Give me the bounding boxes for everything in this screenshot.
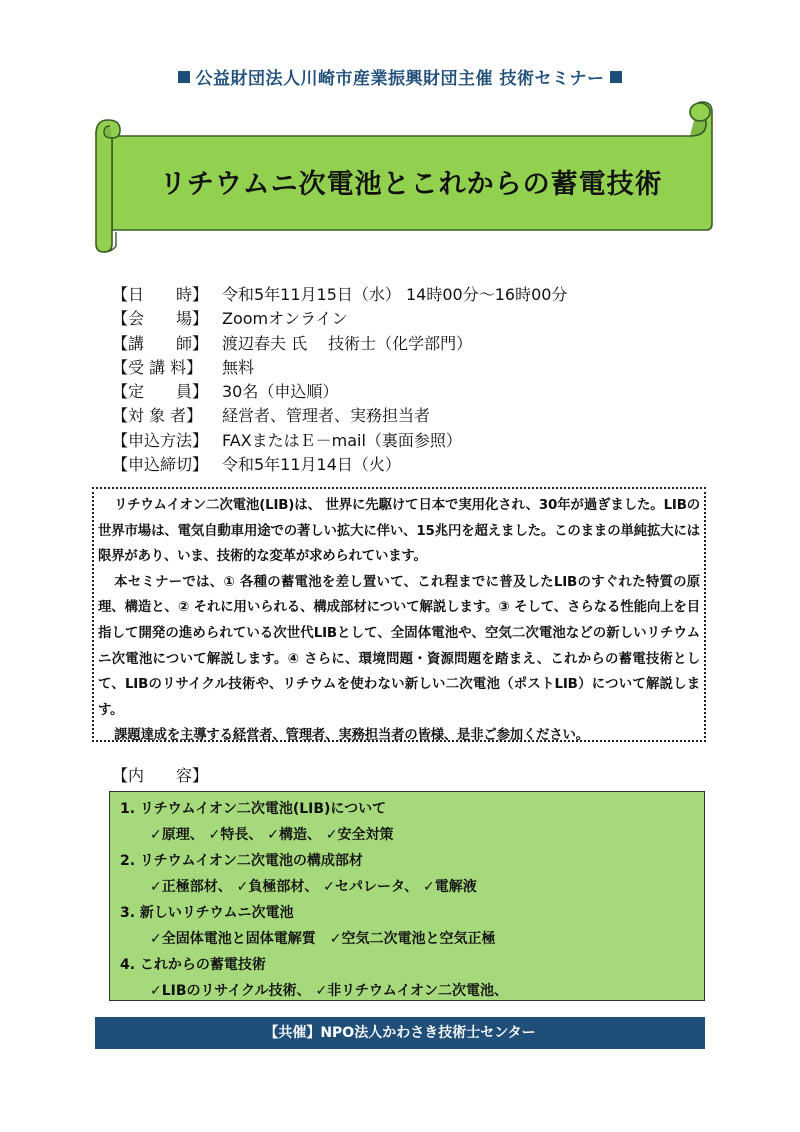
contents-item-topics: ✓原理、 ✓特長、 ✓構造、 ✓安全対策 [150,827,394,843]
contents-box [109,791,705,1001]
description-paragraph: リチウムイオン二次電池(LIB)は、 世界に先駆けて日本で実用化され、30年が過ぎました。LIBの世界市場は、電気自動車用途での著しい拡大に伴い、15兆円を超えました。このままの単純拡大には限界があり、いま、技術的な変革が求められています。 [98,498,700,565]
contents-item-topics: ✓正極部材、 ✓負極部材、 ✓セパレータ、 ✓電解液 [150,879,477,895]
description-paragraph: 本セミナーでは、① 各種の蓄電池を差し置いて、これ程までに普及したLIBのすぐれた特質の原理、構造と、② それに用いられる、構成部材について解説します。③ そして、さらなる性能向上を目指して開発の進められている次世代LIBとして、全固体電池や、空気二次電池などの新しいリチウムニ次電池について解説します。④ さらに、環境問題・資源問題を踏まえ、これからの蓄電技術として、LIBのリサイクル技術や、リチウムを使わない新しい二次電池（ポストLIB）について解説します。 [98,574,700,718]
contents-item-title: 1. リチウムイオン二次電池(LIB)について [120,801,387,817]
detail-row-date [112,283,567,307]
detail-row-audience [112,404,567,428]
contents-item-topics: ✓LIBのリサイクル技術、 ✓非リチウムイオン二次電池、 [150,983,509,999]
detail-value: 令和5年11月15日（水） 14時00分～16時00分 [222,285,568,304]
detail-label: 【講 師】 [112,333,209,353]
detail-value: Zoomオンライン [222,309,348,329]
seminar-description [92,487,706,742]
detail-label: 【受 講 料】 [112,357,203,377]
detail-value: 30名（申込順） [222,382,339,402]
detail-label: 【会 場】 [112,309,209,329]
detail-label: 【日 時】 [112,285,209,304]
event-details [112,283,567,477]
cosponsor-footer: 【共催】NPO法人かわさき技術士センター [95,1017,705,1049]
detail-value: FAXまたはＥ－mail（裏面参照） [222,430,462,450]
detail-row-capacity [112,380,567,404]
contents-item-topics: ✓全固体電池と固体電解質 ✓空気二次電池と空気正極 [150,931,496,947]
organizer-text: 公益財団法人川崎市産業振興財団主催 技術セミナー [195,69,605,89]
contents-item-title: 4. これからの蓄電技術 [120,957,266,973]
seminar-title: リチウムニ次電池とこれからの蓄電技術 [159,169,663,200]
detail-value: 渡辺春夫 氏 技術士（化学部門） [222,333,473,353]
detail-label: 【対 象 者】 [112,406,203,426]
contents-heading: 【内 容】 [112,766,209,785]
contents-item-title: 3. 新しいリチウムニ次電池 [120,905,294,921]
detail-row-deadline [112,453,567,477]
detail-row-fee [112,356,567,380]
detail-row-venue [112,307,567,331]
detail-label: 【申込締切】 [112,455,209,475]
detail-label: 【定 員】 [112,382,209,402]
detail-label: 【申込方法】 [112,430,209,450]
contents-item-title: 2. リチウムイオン二次電池の構成部材 [120,853,363,869]
detail-row-lecturer [112,332,567,356]
detail-value: 令和5年11月14日（火） [222,455,401,475]
description-paragraph: 課題達成を主導する経営者、管理者、実務担当者の皆様、是非ご参加ください。 [114,728,589,744]
detail-row-method [112,429,567,453]
title-scroll-banner [0,0,800,280]
detail-value: 無料 [222,357,255,377]
detail-value: 経営者、管理者、実務担当者 [222,406,431,426]
